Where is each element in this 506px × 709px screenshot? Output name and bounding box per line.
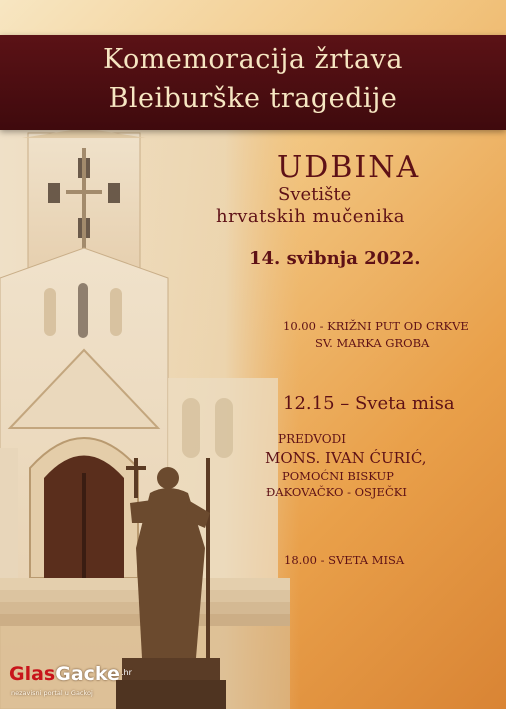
logo-wordmark xyxy=(9,663,120,685)
presider-label: PREDVODI xyxy=(278,432,346,446)
event-2: 12.15 – Sveta misa xyxy=(283,393,455,414)
presider-title-2: ĐAKOVAČKO - OSJEČKI xyxy=(266,485,407,499)
glasgacke-logo xyxy=(9,663,139,703)
presider-name: MONS. IVAN ĆURIĆ, xyxy=(265,449,427,467)
title-line-2: Bleiburške tragedije xyxy=(108,83,398,114)
logo-part-1: Glas xyxy=(9,663,56,685)
event-1-line-1: 10.00 - KRIŽNI PUT OD CRKVE xyxy=(283,319,469,333)
event-1-line-2: SV. MARKA GROBA xyxy=(315,336,430,350)
event-date: 14. svibnja 2022. xyxy=(249,248,421,269)
presider-title-1: POMOĆNI BISKUP xyxy=(282,469,394,483)
logo-part-2: Gacke xyxy=(55,663,120,685)
place-subtitle-2: hrvatskih mučenika xyxy=(216,206,405,227)
logo-tagline: nezavisni portal u Gackoj xyxy=(11,689,93,697)
title-line-1: Komemoracija žrtava xyxy=(103,44,403,75)
logo-tld: .hr xyxy=(121,668,132,677)
event-3: 18.00 - SVETA MISA xyxy=(284,553,405,567)
place-name: UDBINA xyxy=(277,150,421,185)
place-subtitle-1: Svetište xyxy=(278,184,352,205)
